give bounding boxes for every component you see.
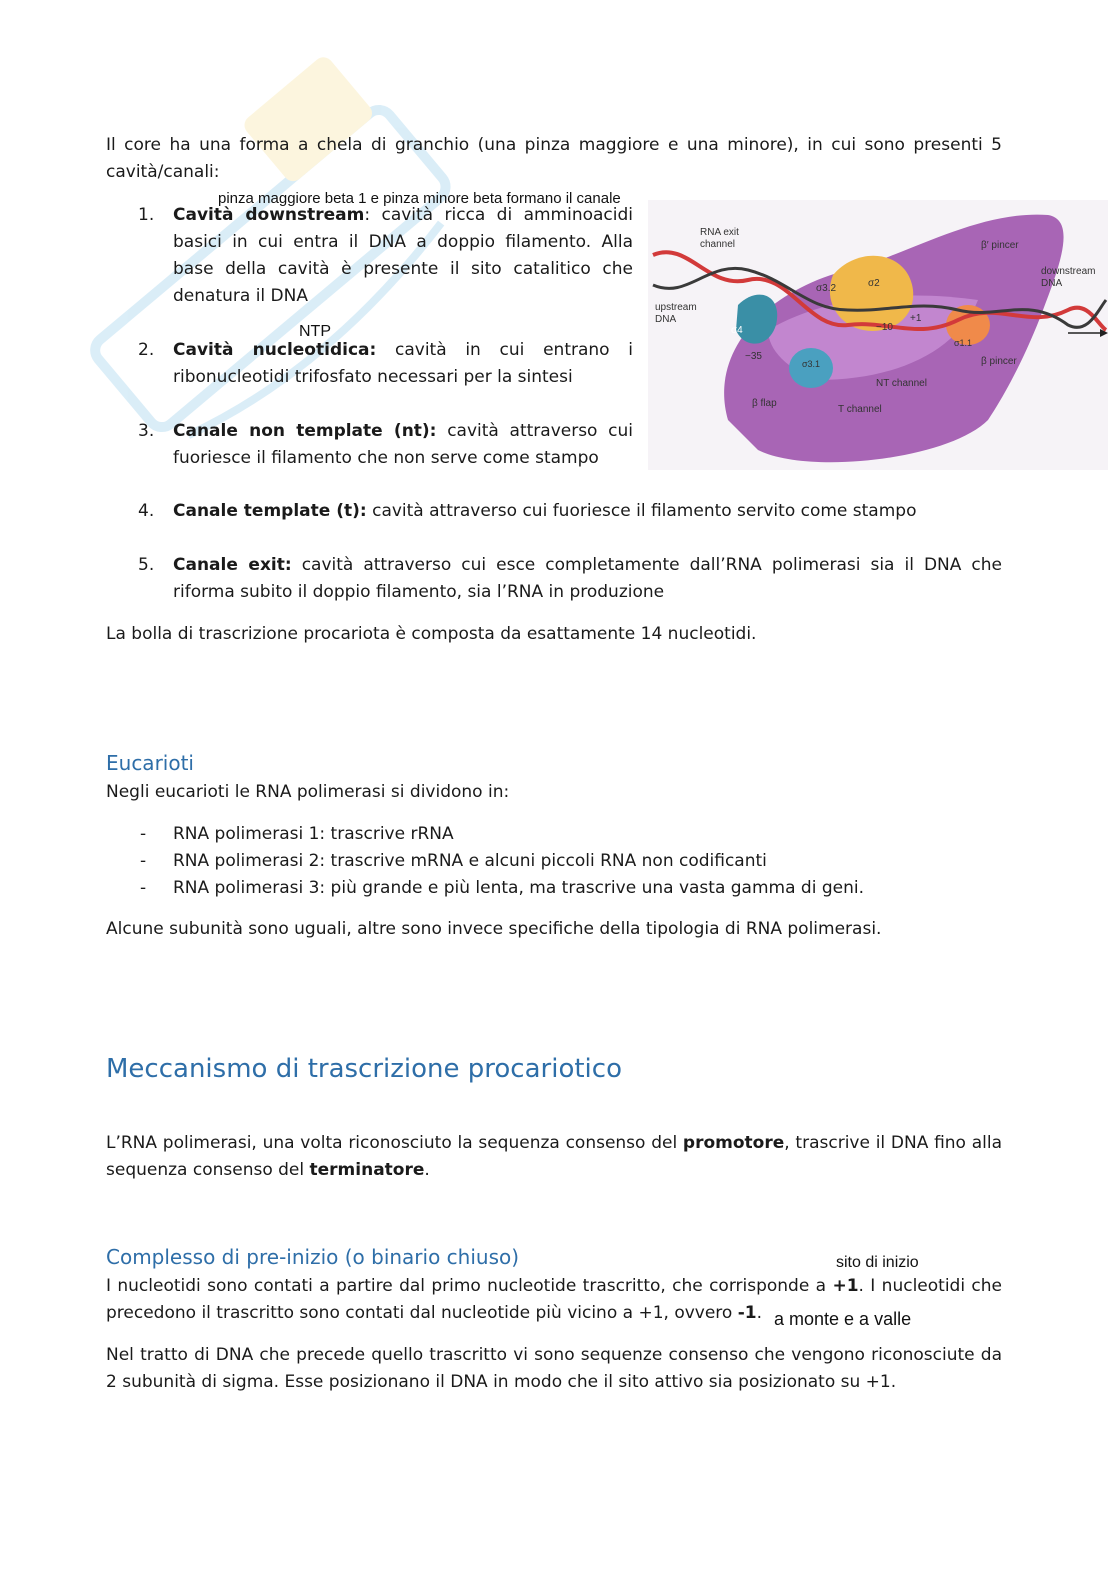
list-title: Cavità nucleotidica: <box>173 340 377 360</box>
label-downstream-1: downstream <box>1041 266 1096 277</box>
list-text <box>173 418 633 472</box>
intro-paragraph: Il core ha una forma a chela di granchio (una pinza maggiore e una minore), in cui sono presenti 5 cavità/canali: <box>106 135 1002 182</box>
label-sigma2: σ2 <box>868 278 880 289</box>
list-number: 3. <box>138 421 155 441</box>
list-text <box>173 337 633 391</box>
label-minus35: −35 <box>745 351 762 362</box>
list-body: cavità in cui entrano i ribonucleotidi trifosfato necessari per la sintesi <box>173 340 633 387</box>
list-text <box>173 498 1003 525</box>
text-run: . <box>756 1303 763 1323</box>
list-body: cavità attraverso cui fuoriesce il filamento che non serve come stampo <box>173 421 633 468</box>
list-number: 5. <box>138 555 155 575</box>
term-promotore: promotore <box>682 1133 785 1153</box>
rna-polymerase-figure <box>648 200 1108 470</box>
list-text: RNA polimerasi 3: più grande e più lenta, ma trascrive una vasta gamma di geni. <box>173 878 864 898</box>
label-t-channel: T channel <box>838 404 882 415</box>
list-sep: (t): <box>330 501 367 521</box>
list-body: cavità attraverso cui esce completamente dall’RNA polimerasi sia il DNA che riforma subito il doppio filamento, sia l’RNA in produzione <box>173 555 1002 602</box>
text-run: I nucleotidi sono contati a partire dal primo nucleotide trascritto, che corrisponde a <box>106 1276 833 1296</box>
list-text <box>173 552 1002 606</box>
list-title: Cavità downstream <box>173 205 365 225</box>
list-number: 1. <box>138 205 155 225</box>
label-sigma4: σ4 <box>731 325 743 336</box>
bullet-dash: - <box>140 851 147 871</box>
text-run: . <box>424 1160 430 1180</box>
label-minus10: −10 <box>876 322 893 333</box>
list-body: cavità attraverso cui fuoriesce il filamento servito come stampo <box>366 501 917 521</box>
annotation-monte-valle: a monte e a valle <box>774 1309 912 1329</box>
list-text <box>173 202 633 310</box>
list-text: RNA polimerasi 2: trascrive mRNA e alcuni piccoli RNA non codificanti <box>173 851 767 871</box>
label-b-prime-pincer: β′ pincer <box>981 240 1019 251</box>
annotation-ntp: NTP <box>299 323 331 340</box>
label-upstream-1: upstream <box>655 302 697 313</box>
term-plus1: +1 <box>832 1276 859 1296</box>
meccanismo-paragraph <box>106 1130 1002 1184</box>
term-terminatore: terminatore <box>309 1160 425 1180</box>
label-nt-channel: NT channel <box>876 378 927 389</box>
list-sep: : <box>364 205 371 225</box>
label-downstream-2: DNA <box>1041 278 1063 289</box>
section-heading-eucarioti: Eucarioti <box>106 751 194 775</box>
label-rna-exit-2: channel <box>700 239 736 250</box>
bullet-dash: - <box>140 824 147 844</box>
list-title: Canale non template <box>173 421 383 441</box>
bolla-paragraph: La bolla di trascrizione procariota è composta da esattamente 14 nucleotidi. <box>106 624 757 644</box>
preinizio-paragraph-2: Nel tratto di DNA che precede quello trascritto vi sono sequenze consenso che vengono riconosciute da 2 subunità di sigma. Esse posizionano il DNA in modo che il sito attivo sia posizionato su +1. <box>106 1345 1002 1392</box>
text-run: , trascrive il DNA fino alla sequenza consenso del <box>106 1133 1002 1180</box>
label-rna-exit-1: RNA exit <box>700 227 739 238</box>
label-sigma32: σ3.2 <box>816 283 837 294</box>
label-upstream-2: DNA <box>655 314 677 325</box>
list-title: Canale template <box>173 501 331 521</box>
label-sigma31: σ3.1 <box>802 359 821 369</box>
text-run: . I nucleotidi che precedono il trascritto sono contati dal nucleotide più vicino a +1, ovvero <box>106 1276 1002 1323</box>
list-text: RNA polimerasi 1: trascrive rRNA <box>173 824 454 844</box>
annotation-pinza: pinza maggiore beta 1 e pinza minore beta formano il canale <box>218 190 621 207</box>
eucarioti-lead: Negli eucarioti le RNA polimerasi si dividono in: <box>106 782 510 802</box>
term-minus1: -1 <box>737 1303 757 1323</box>
bullet-dash: - <box>140 878 147 898</box>
section-heading-meccanismo: Meccanismo di trascrizione procariotico <box>106 1054 622 1084</box>
label-b-pincer: β pincer <box>981 356 1017 367</box>
list-number: 2. <box>138 340 155 360</box>
list-sep: (nt): <box>382 421 437 441</box>
list-number: 4. <box>138 501 155 521</box>
list-title: Canale exit: <box>173 555 292 575</box>
annotation-sito: sito di inizio <box>836 1254 919 1271</box>
eucarioti-note: Alcune subunità sono uguali, altre sono invece specifiche della tipologia di RNA polimerasi. <box>106 919 882 939</box>
label-b-flap: β flap <box>752 398 777 409</box>
label-plus1: +1 <box>910 313 922 324</box>
text-run: L’RNA polimerasi, una volta riconosciuto la sequenza consenso del <box>106 1133 683 1153</box>
label-sigma11: σ1.1 <box>954 338 973 348</box>
section-heading-preinizio: Complesso di pre-inizio (o binario chiuso) <box>106 1245 520 1269</box>
list-body: cavità ricca di amminoacidi basici in cui entra il DNA a doppio filamento. Alla base della cavità è presente il sito catalitico che denatura il DNA <box>173 205 634 306</box>
